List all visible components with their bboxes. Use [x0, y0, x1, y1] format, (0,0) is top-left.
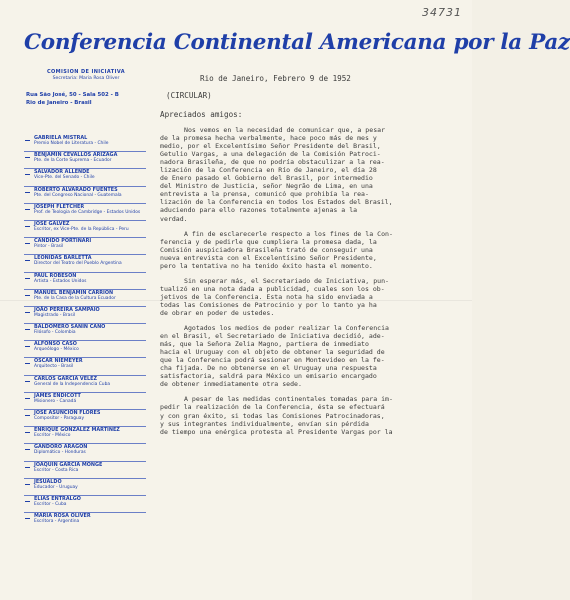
member-entry [24, 135, 146, 151]
manuscript-number: 34731 [422, 6, 462, 19]
letter-line: Comisión auspiciadora Brasileña trató de conseguir una [160, 245, 373, 254]
member-entry [24, 203, 146, 220]
member-name: JAMES ENDICOTT [34, 392, 81, 399]
letter-paragraphs [160, 126, 465, 436]
letter-line: Sin esperar más, el Secretariado de Iniciativa, pun- [184, 276, 389, 285]
member-name: JOSE GALVEZ [34, 220, 70, 227]
letter-paragraph [160, 126, 465, 223]
letter-line: Getulio Vargas, a una delegación de la Comisión Patroci- [160, 150, 381, 159]
member-role: Pintor - Brasil [34, 244, 64, 250]
member-role: Arquitecto - Brasil [34, 364, 74, 370]
letterhead-title: Conferencia Continental Americana por la Paz [24, 30, 570, 55]
member-name: ELIAS ENTRALGO [34, 495, 81, 502]
letter-line: nueva entrevista con el Excelentísimo Señor Presidente, [160, 253, 377, 262]
letter-line: más, que la Señora Zelia Magno, partiera de inmediato [160, 340, 369, 349]
member-name: JOÃO PEREIRA SAMPAIO [34, 306, 100, 313]
letter-line: medio, por el Excelentísimo Señor Presidente del Brasil, [160, 142, 381, 151]
member-name: JOSE ASUNCION FLORES [34, 410, 101, 416]
letter-line: hacia el Uruguay con el objeto de obtener la seguridad de [160, 348, 385, 357]
member-name: PAUL ROBESON [34, 272, 77, 279]
member-name: JOAQUIN GARCIA MONGE [34, 461, 103, 468]
member-entry [24, 357, 146, 374]
letter-line: pero la tentativa no ha tenido éxito hasta el momento. [160, 261, 373, 270]
city-line: Rio de Janeiro - Brasil [26, 100, 92, 106]
member-entry [24, 306, 146, 323]
letter-line: y con gran éxito, si todas las Comisiones Patrocinadoras, [160, 411, 385, 420]
member-name: GABRIELA MISTRAL [34, 135, 88, 141]
letter-body [160, 74, 465, 436]
letter-line: en el Brasil, el Secretariado de Iniciativa decidió, ade- [160, 332, 385, 341]
member-entry [24, 409, 146, 426]
members-list [24, 135, 146, 529]
member-name: JESUALDO [34, 478, 62, 485]
member-role: Pte. del Congreso Nacional - Guatemala [34, 192, 122, 198]
member-entry [24, 323, 146, 340]
letter-line: de obtener inmediatamente otra sede. [160, 380, 302, 389]
letter-line: de obrar en poder de ustedes. [160, 308, 275, 317]
comision-title: COMISION DE INICIATIVA [46, 69, 126, 75]
letter-line: nadora Brasileña, de que no podría obstaculizar a la rea- [160, 158, 385, 167]
letter-line: de la promesa hecha verbalmente, hace poco más de mes y [160, 134, 377, 143]
member-entry [24, 495, 146, 512]
letter-paragraph [160, 324, 465, 388]
circular-label: (CIRCULAR) [166, 91, 212, 100]
member-role: Director del Teatro del Pueblo Argentina [34, 261, 122, 267]
letter-line: A fin de esclarecerle respecto a los fines de la Con- [184, 229, 393, 238]
member-role: Escritora - Argentina [34, 519, 80, 525]
member-name: CARLOS GARCIA VELEZ [34, 375, 98, 382]
member-name: SALVADOR ALLENDE [34, 169, 90, 176]
secretaria-line: Secretaria: Maria Rosa Oliver [52, 76, 120, 81]
letter-greeting: Apreciados amigos: [160, 110, 243, 119]
member-role: Educador - Uruguay [34, 484, 78, 490]
member-role: Diplomático - Honduras [34, 450, 86, 456]
letter-line: que la Conferencia podrá sesionar en Montevideo en la fe- [160, 356, 385, 365]
member-role: Artista - Estados Unidos [34, 278, 87, 284]
member-entry [24, 443, 146, 460]
member-name: OSCAR NIEMEYER [34, 358, 83, 365]
letter-paragraph [160, 277, 465, 317]
member-entry [24, 375, 146, 392]
letter-line: de tiempo una enérgica protesta al Presidente Vargas por la [160, 427, 393, 436]
member-role: Pte. de la Casa de la Cultura Ecuador [34, 295, 116, 301]
letter-line: Agotados los medios de poder realizar la Conferencia [184, 324, 389, 333]
member-name: BENJAMIN CEVALLOS ARIZAGA [34, 152, 118, 159]
letter-line: Nos vemos en la necesidad de comunicar que, a pesar [184, 126, 386, 134]
letter-line: lización de la Conferencia en todos los Estados del Brasil, [160, 198, 393, 207]
member-entry [24, 151, 146, 168]
letter-date: Rio de Janeiro, Febrero 9 de 1952 [200, 74, 351, 83]
member-role: Premio Nobel de Literatura - Chile [34, 141, 109, 146]
letter-line: todas las Comisiones de Patrocinio y por lo tanto ya ha [160, 300, 377, 309]
member-name: MARIA ROSA OLIVER [34, 513, 91, 520]
member-entry [24, 272, 146, 289]
letter-line: satisfactoria, saldrá para México un emisario encargado [160, 372, 377, 381]
member-name: CANDIDO PORTINARI [34, 238, 92, 245]
member-role: Misionero - Canadá [34, 398, 77, 404]
member-role: Vice-Pte. del Senado - Chile [34, 175, 95, 181]
member-role: Escritor - Cuba [34, 501, 67, 507]
letter-paragraph [160, 230, 465, 270]
letter-line: de Enero pasado el Gobierno del Brasil, por intermedio [160, 174, 373, 183]
member-role: Filósofo - Colombia [34, 330, 76, 336]
member-entry [24, 461, 146, 478]
member-role: Escritor, ex Vice-Pte. de la República - Peru [34, 226, 129, 232]
letter-paragraph [160, 395, 465, 435]
member-name: JOSEPH FLETCHER [34, 203, 85, 210]
member-role: Escritor - Costa Rica [34, 467, 79, 473]
letter-line: ferencia y de pedirle que cumpliera la promesa dada, la [160, 237, 377, 246]
letter-line: verdad. [160, 214, 188, 223]
member-role: Prof. de Teologia de Cambridge - Estados Unidos [34, 209, 141, 215]
member-name: ALFONSO CASO [34, 341, 77, 348]
member-name: ROBERTO ALVARADO FUENTES [34, 186, 118, 193]
member-name: LEONIDAS BARLETTA [34, 255, 92, 262]
member-entry [24, 220, 146, 237]
letter-line: cha fijada. De no obtenerse en el Uruguay una respuesta [160, 364, 377, 373]
address-line: Rua São José, 50 - Sala 502 - B [26, 92, 119, 98]
member-name: ENRIQUE GONZALEZ MARTINEZ [34, 427, 120, 434]
member-entry [24, 392, 146, 409]
letter-line: aduciendo para ello razones totalmente ajenas a la [160, 206, 358, 215]
member-role: Pte. de la Corte Suprema - Ecuador [34, 158, 112, 164]
member-entry [24, 340, 146, 357]
member-entry [24, 168, 146, 185]
letter-line: lización de la Conferencia en Río de Janeiro, el día 28 [160, 166, 377, 175]
member-role: Magistrado - Brasil [34, 312, 76, 318]
letter-line: jetivos de la Conferencia. Esta nota ha sido enviada a [160, 292, 373, 301]
member-entry [24, 426, 146, 443]
letter-line: pedir la realización de la Conferencia, ésta se efectuará [160, 403, 385, 412]
letter-line: A pesar de las medidas continentales tomadas para im- [184, 395, 393, 404]
letter-line: y sus integrantes individualmente, envían sin pérdida [160, 419, 369, 428]
member-role: Arqueólogo - México [34, 347, 79, 353]
member-entry [24, 478, 146, 495]
member-name: BALDOMERO SANIN CANO [34, 324, 106, 331]
member-name: GANDORO ARAGON [34, 444, 88, 451]
member-entry [24, 512, 146, 529]
letter-line: entrevista a la prensa, comunicó que prohibía la rea- [160, 190, 369, 199]
member-entry [24, 237, 146, 254]
member-entry [24, 289, 146, 306]
letter-line: tualizó en una nota dada a publicidad, cuales son los ob- [160, 284, 385, 293]
member-role: Compositor - Paraguay [34, 416, 85, 421]
member-entry [24, 186, 146, 203]
comision-header [26, 69, 146, 106]
member-role: General de la Independencia Cuba [34, 381, 111, 387]
member-entry [24, 254, 146, 271]
letter-line: del Ministro de Justicia, señor Negrão de Lima, en una [160, 182, 373, 191]
member-name: MANUEL BENJAMIN CARRION [34, 289, 114, 296]
member-role: Escritor - México [34, 433, 71, 439]
